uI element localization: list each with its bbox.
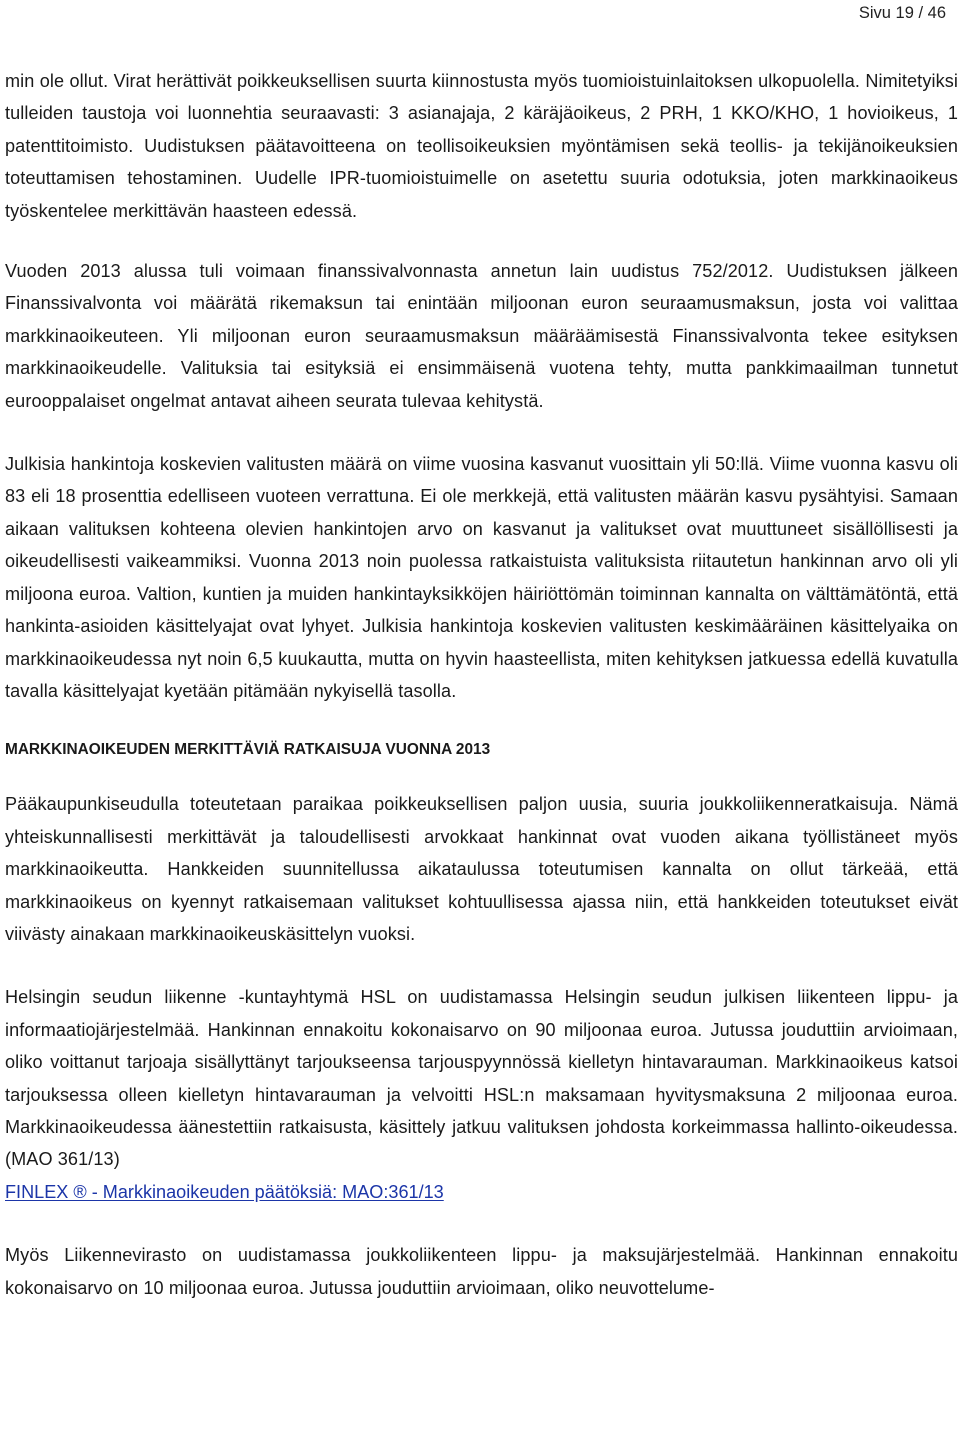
finlex-link[interactable]: FINLEX ® - Markkinaoikeuden päätöksiä: MAO:361/13 bbox=[5, 1181, 444, 1202]
body-paragraph: Julkisia hankintoja koskevien valitusten määrä on viime vuosina kasvanut vuosittain yli 50:llä. Viime vuonna kasvu oli 83 eli 18 prosenttia edelliseen vuoteen verrattuna. Ei ole merkkejä, että valitusten määrän kasvu pysähtyisi. Samaan aikaan valituksen kohteena olevien hankintojen arvo on kasvanut ja valitukset ovat muuttuneet sisällöllisesti ja oikeudellisesti vaikeammiksi. Vuonna 2013 noin puolessa ratkaistuista valituksista riitautetun hankinnan arvo oli yli miljoona euroa. Valtion, kuntien ja muiden hankintayksikköjen häiriöttömän toiminnan kannalta on välttämätöntä, että hankinta-asioiden käsittelyajat ovat lyhyet. Julkisia hankintoja koskevien valitusten keskimääräinen käsittelyaika on markkinaoikeudessa nyt noin 6,5 kuukautta, mutta on hyvin haasteellista, miten kehityksen jatkuessa edellä kuvatulla tavalla käsittelyajat kyetään pitämään nykyisellä tasolla. bbox=[5, 454, 958, 701]
body-paragraph: Vuoden 2013 alussa tuli voimaan finanssivalvonnasta annetun lain uudistus 752/2012. Uudistuksen jälkeen Finanssivalvonta voi määrätä rikemaksun tai enintään miljoonan euron seuraamusmaksun, josta voi valittaa markkinaoikeuteen. Yli miljoonan euron seuraamusmaksun määräämisestä Finanssivalvonta tekee esityksen markkinaoikeudelle. Valituksia tai esityksiä ei ensimmäisenä vuotena tehty, mutta pankkimaailman tunnetut eurooppalaiset ongelmat antavat aiheen seurata tulevaa kehitystä. bbox=[5, 261, 958, 411]
body-paragraph: Helsingin seudun liikenne -kuntayhtymä HSL on uudistamassa Helsingin seudun julkisen liikenteen lippu- ja informaatiojärjestelmää. Hankinnan ennakoitu kokonaisarvo on 90 miljoonaa euroa. Jutussa jouduttiin arvioimaan, oliko voittanut tarjoaja sisällyttänyt tarjoukseensa tarjouspyynnössä kielletyn hintavarauman. Markkinaoikeus katsoi tarjouksessa olleen kielletyn hintavarauman ja velvoitti HSL:n maksamaan hyvitysmaksuna 2 miljoonaa euroa. Markkinaoikeudessa äänestettiin ratkaisusta, käsittely jatkuu valituksen johdosta korkeimmassa hallinto-oikeudessa. (MAO 361/13) bbox=[5, 987, 958, 1170]
section-heading: MARKKINAOIKEUDEN MERKITTÄVIÄ RATKAISUJA VUONNA 2013 bbox=[5, 741, 491, 759]
body-paragraph: Pääkaupunkiseudulla toteutetaan paraikaa poikkeuksellisen paljon uusia, suuria joukkoliikenneratkaisuja. Nämä yhteiskunnallisesti merkittävät ja taloudellisesti arvokkaat hankinnat ovat vuoden aikana työllistäneet myös markkinaoikeutta. Hankkeiden suunnitellussa aikataulussa toteutumisen kannalta on ollut tärkeää, että markkinaoikeus on kyennyt ratkaisemaan valitukset kohtuullisessa ajassa niin, että hankkeiden toteutukset eivät viivästy ainakaan markkinaoikeuskäsittelyn vuoksi. bbox=[5, 794, 958, 944]
body-paragraph: Myös Liikennevirasto on uudistamassa joukkoliikenteen lippu- ja maksujärjestelmää. Hankinnan ennakoitu kokonaisarvo on 10 miljoonaa euroa. Jutussa jouduttiin arvioimaan, oliko neuvottelume- bbox=[5, 1245, 958, 1298]
page-number: Sivu 19 / 46 bbox=[858, 4, 946, 22]
body-paragraph: min ole ollut. Virat herättivät poikkeuksellisen suurta kiinnostusta myös tuomioistuinlaitoksen ulkopuolella. Nimitetyiksi tulleiden taustoja voi luonnehtia seuraavasti: 3 asianajaja, 2 käräjäoikeus, 2 PRH, 1 KKO/KHO, 1 hovioikeus, 1 patenttitoimisto. Uudistuksen päätavoitteena on teollisoikeuksien myöntämisen sekä teollis- ja tekijänoikeuksien toteuttamisen tehostaminen. Uudelle IPR-tuomioistuimelle on asetettu suuria odotuksia, joten markkinaoikeus työskentelee merkittävän haasteen edessä. bbox=[5, 71, 958, 221]
document-body bbox=[5, 65, 958, 1304]
finlex-link-line bbox=[5, 1176, 958, 1208]
